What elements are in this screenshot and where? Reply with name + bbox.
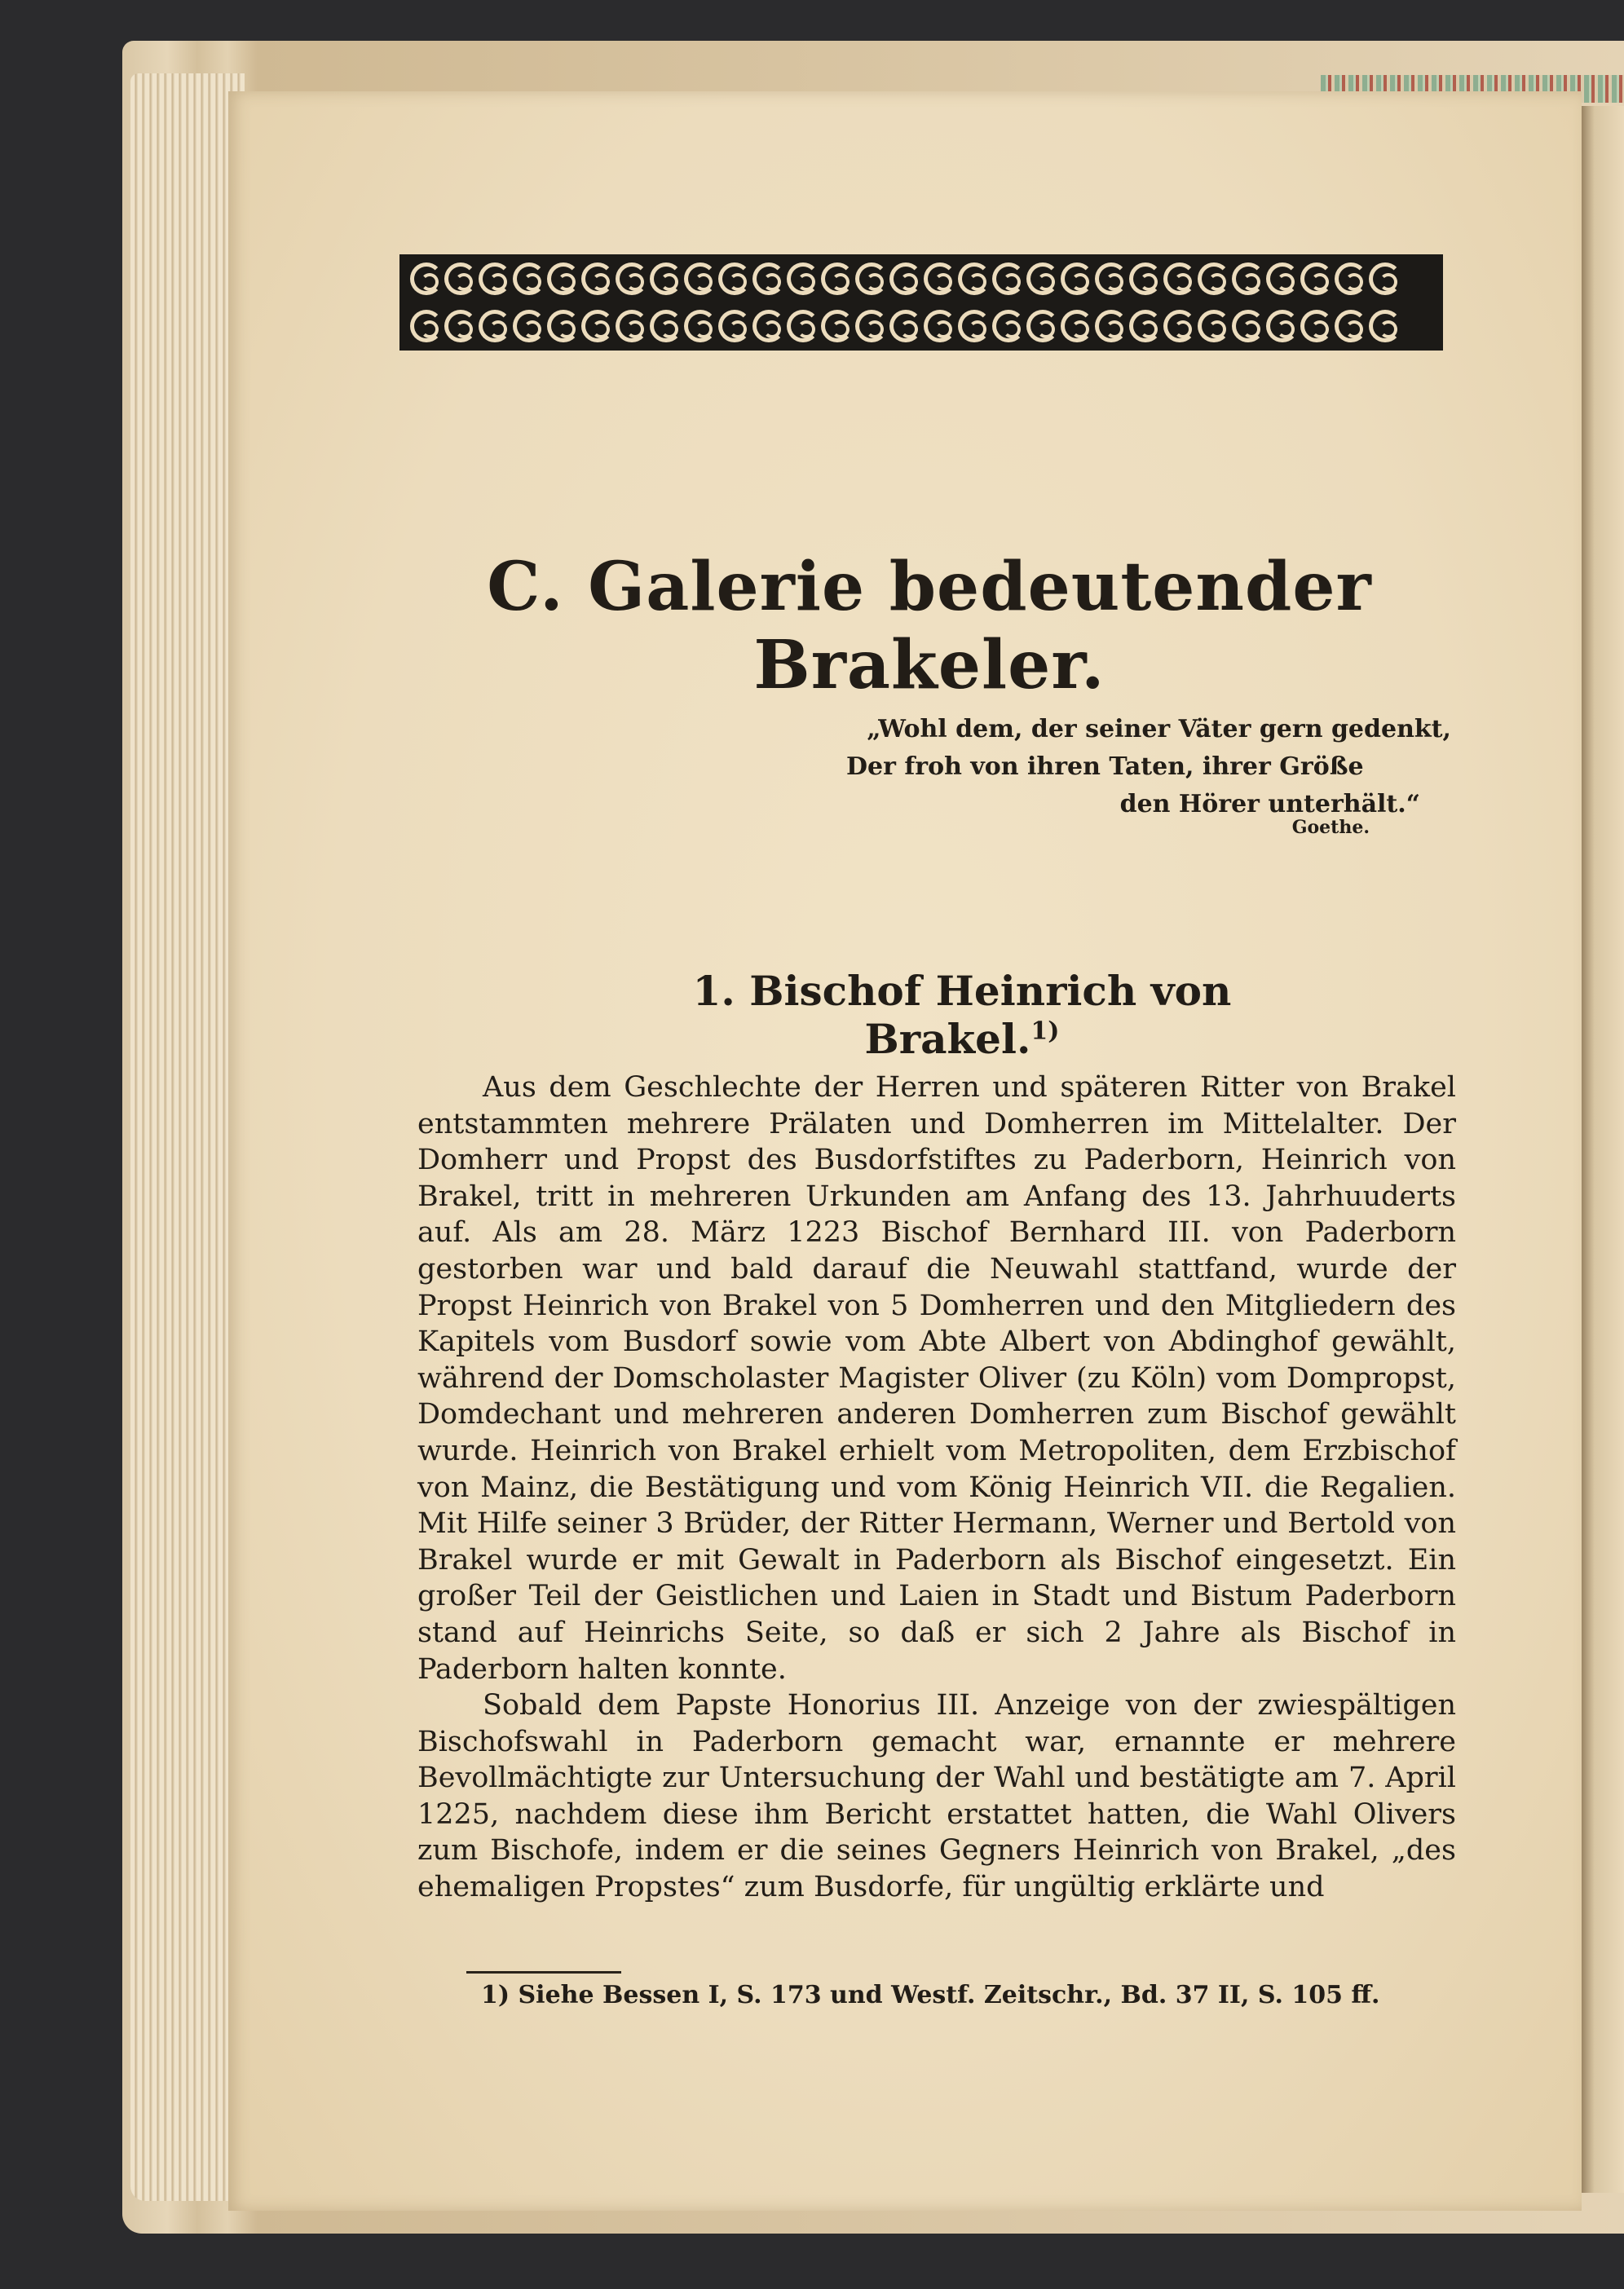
spiral-ornament-icon (1300, 310, 1333, 342)
motto-line: „Wohl dem, der seiner Väter gern gedenkt, (867, 715, 1451, 743)
spiral-ornament-icon (958, 262, 991, 295)
spiral-ornament-icon (1061, 310, 1093, 342)
spiral-ornament-icon (1369, 262, 1401, 295)
spiral-ornament-icon (821, 262, 854, 295)
spiral-ornament-icon (718, 262, 751, 295)
paragraph: Sobald dem Papste Honorius III. Anzeige von der zwiespältigen Bischofswahl in Paderborn gemacht war, ernannte er mehrere Bevollmächtigte zur Untersuchung der Wahl und bestätigte am 7. April 1225, nachdem diese ihm Bericht erstattet hatten, die Wahl Olivers zum Bischofe, indem er die seines Gegners Heinrich von Brakel, „des ehemaligen Propstes“ zum Busdorfe, für ungültig erklärte und (417, 1689, 1456, 1904)
spiral-ornament-icon (650, 262, 682, 295)
motto-line: den Hörer unterhält.“ (1119, 790, 1420, 818)
footnote-marker: 1) (1030, 1017, 1060, 1046)
spiral-ornament-icon (787, 310, 819, 342)
spiral-ornament-icon (650, 310, 682, 342)
spiral-ornament-icon (479, 262, 511, 295)
spiral-ornament-icon (1129, 262, 1162, 295)
spiral-ornament-icon (581, 310, 614, 342)
spiral-ornament-icon (855, 310, 888, 342)
spiral-ornament-icon (1232, 262, 1264, 295)
motto-author: Goethe. (1291, 817, 1370, 838)
spiral-ornament-icon (1163, 262, 1196, 295)
spiral-ornament-icon (821, 310, 854, 342)
chapter-title (603, 967, 1321, 1063)
spiral-ornament-icon (1266, 262, 1299, 295)
spiral-ornament-icon (684, 310, 717, 342)
spiral-ornament-icon (889, 262, 922, 295)
spiral-ornament-icon (752, 310, 785, 342)
spiral-ornament-icon (410, 262, 443, 295)
footnote-divider (466, 1971, 621, 1974)
spiral-ornament-icon (616, 310, 648, 342)
spiral-ornament-icon (855, 262, 888, 295)
motto-quote (807, 711, 1451, 823)
spiral-ornament-icon (1026, 310, 1059, 342)
spiral-ornament-icon (992, 262, 1025, 295)
spiral-ornament-icon (1232, 310, 1264, 342)
motto-line: Der froh von ihren Taten, ihrer Größe (846, 752, 1364, 781)
spiral-ornament-icon (479, 310, 511, 342)
spiral-ornament-icon (581, 262, 614, 295)
footnote: 1) Siehe Bessen I, S. 173 und Westf. Zeitschr., Bd. 37 II, S. 105 ff. (481, 1981, 1380, 2009)
spiral-ornament-icon (924, 262, 956, 295)
spiral-ornament-icon (684, 262, 717, 295)
spiral-ornament-icon (1129, 310, 1162, 342)
spiral-ornament-icon (547, 310, 580, 342)
decorative-border-icon (399, 254, 1443, 351)
spiral-ornament-icon (1095, 262, 1128, 295)
spiral-ornament-icon (1369, 310, 1401, 342)
spiral-ornament-icon (1163, 310, 1196, 342)
spiral-ornament-icon (444, 262, 477, 295)
spiral-ornament-icon (718, 310, 751, 342)
page-gutter (1582, 106, 1624, 2193)
spiral-ornament-icon (1266, 310, 1299, 342)
spiral-ornament-icon (958, 310, 991, 342)
spiral-ornament-icon (1335, 310, 1367, 342)
paragraph: Aus dem Geschlechte der Herren und späteren Ritter von Brakel entstammten mehrere Prälaten und Domherren im Mittelalter. Der Domherr und Propst des Busdorfstiftes zu Paderborn, Heinrich von Brakel, tritt in mehreren Urkunden am Anfang des 13. Jahrhuuderts auf. Als am 28. März 1223 Bischof Bernhard III. von Paderborn gestorben war und bald darauf die Neuwahl stattfand, wurde der Propst Heinrich von Brakel von 5 Domherren und den Mitgliedern des Kapitels vom Busdorf sowie vom Abte Albert von Abdinghof gewählt, während der Domscholaster Magister Oliver (zu Köln) vom Dompropst, Domdechant und mehreren anderen Domherren zum Bischof gewählt wurde. Heinrich von Brakel erhielt vom Metropoliten, dem Erzbischof von Mainz, die Bestätigung und vom König Heinrich VII. die Regalien. Mit Hilfe seiner 3 Brüder, der Ritter Hermann, Werner und Bertold von Brakel wurde er mit Gewalt in Paderborn als Bischof eingesetzt. Ein großer Teil der Geistlichen und Laien in Stadt und Bistum Paderborn stand auf Heinrichs Seite, so daß er sich 2 Jahre als Bischof in Paderborn halten konnte. (417, 1071, 1456, 1686)
spiral-ornament-icon (787, 262, 819, 295)
spiral-ornament-icon (1198, 262, 1230, 295)
chapter-title-text: 1. Bischof Heinrich von Brakel. (692, 967, 1232, 1063)
spiral-ornament-icon (924, 310, 956, 342)
spiral-ornament-icon (616, 262, 648, 295)
section-title: C. Galerie bedeutender Brakeler. (487, 548, 1372, 704)
spiral-ornament-icon (1198, 310, 1230, 342)
spiral-ornament-icon (1335, 262, 1367, 295)
spiral-ornament-icon (410, 310, 443, 342)
body-text (417, 1070, 1456, 1906)
spiral-ornament-icon (513, 310, 545, 342)
spiral-ornament-icon (1095, 310, 1128, 342)
spiral-ornament-icon (889, 310, 922, 342)
spiral-ornament-icon (1061, 262, 1093, 295)
spiral-ornament-icon (992, 310, 1025, 342)
spiral-ornament-icon (752, 262, 785, 295)
spiral-ornament-icon (1026, 262, 1059, 295)
spiral-ornament-icon (1300, 262, 1333, 295)
spiral-ornament-icon (444, 310, 477, 342)
page-edges (130, 73, 245, 2201)
spiral-ornament-icon (547, 262, 580, 295)
spiral-ornament-icon (513, 262, 545, 295)
